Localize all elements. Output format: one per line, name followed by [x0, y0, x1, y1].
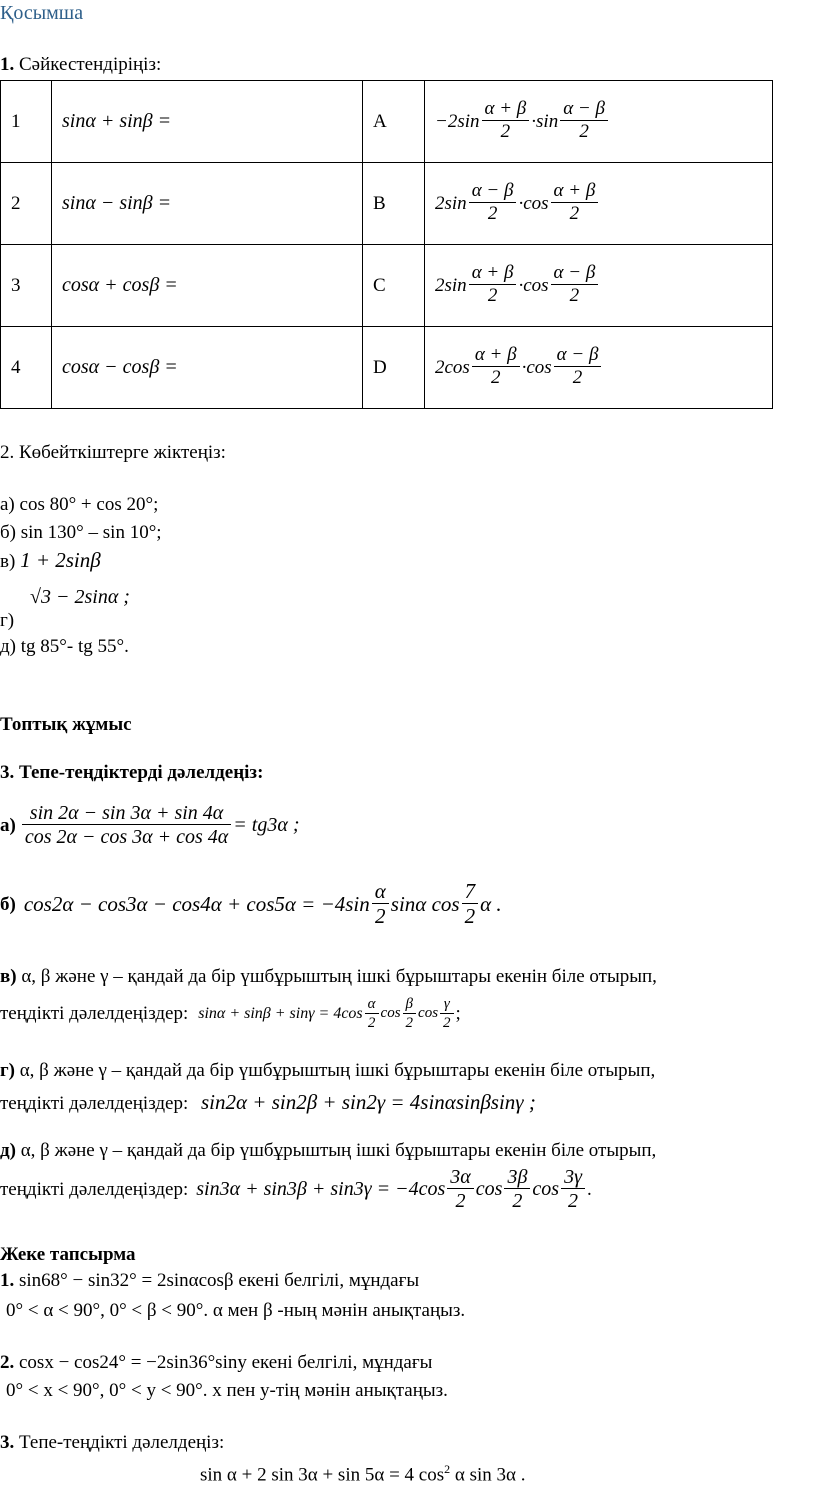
task3-g-expr: sin2α + sin2β + sin2γ = 4sinαsinβsinγ ; [201, 1090, 536, 1114]
task2-item-a: а) cos 80° + cos 20°; [0, 494, 159, 515]
task3-b-label: б) [0, 893, 16, 915]
row-right-frac1-den: 2 [487, 203, 498, 225]
individual-p3-exponent: 2 [444, 1462, 451, 1476]
task3-d-cos2: cos [532, 1178, 560, 1200]
task3-g-line2 [0, 1090, 536, 1115]
row-right-coef: 2sin [435, 192, 467, 214]
task2-item-b: б) sin 130° – sin 10°; [0, 522, 162, 543]
task3-g-label: г) [0, 1060, 15, 1081]
individual-p1-number: 1. [0, 1270, 15, 1291]
row-right-frac2 [560, 99, 608, 144]
task3-d-frac3 [561, 1166, 585, 1213]
task2-v-label: в) [0, 551, 16, 572]
task3-g-triangle-text: α, β және γ – қандай да бір үшбұрыштың ішкі бұрыштары екенін біле отырып, [19, 1060, 656, 1081]
task3-a-label: а) [0, 814, 16, 836]
task3-b-tail: α . [480, 892, 502, 917]
task3-d-frac1-num: 3α [447, 1166, 474, 1189]
row-right-frac1-num: α + β [469, 263, 517, 285]
row-left-expr: sinα − sinβ = [62, 192, 172, 214]
row-left-expr-cell [52, 163, 363, 245]
task3-b-frac1 [372, 880, 389, 929]
row-left-expr-cell [52, 327, 363, 409]
task3-d-frac3-num: 3γ [561, 1166, 585, 1189]
row-right-frac1-num: α − β [469, 181, 517, 203]
row-right-mid: ·sin [531, 110, 559, 132]
row-letter-cell [363, 327, 425, 409]
row-letter-cell [363, 81, 425, 163]
task2-g-expr: √3 − 2sinα ; [30, 586, 130, 608]
task3-d-line1 [0, 1140, 656, 1162]
task2-v-expr: 1 + 2sinβ [20, 548, 101, 572]
task3-b-frac2-den: 2 [464, 904, 476, 929]
task3-v-frac1-num: α [365, 996, 379, 1014]
task2-g-label: г) [0, 610, 15, 631]
task3-v-line1 [0, 966, 657, 988]
task3-d-prove-text: теңдікті дәлелдеңіздер: [0, 1178, 189, 1200]
row-letter: A [373, 110, 387, 132]
task1-number: 1. [0, 54, 15, 75]
row-right-mid: ·cos [518, 274, 549, 296]
row-number: 1 [11, 110, 21, 132]
row-number-cell [1, 327, 52, 409]
task2-item-v [0, 548, 101, 573]
task3-d-line2 [0, 1166, 592, 1213]
row-number-cell [1, 81, 52, 163]
row-right-frac2-num: α + β [551, 181, 599, 203]
task1-heading [0, 54, 161, 76]
row-letter-cell [363, 245, 425, 327]
task3-v-frac1 [365, 996, 379, 1032]
row-right-frac1 [469, 181, 517, 226]
task3-g-prove-text: теңдікті дәлелдеңіздер: [0, 1093, 189, 1114]
row-left-expr: sinα + sinβ = [62, 110, 172, 132]
task3-v-tail: ; [455, 1002, 461, 1024]
row-right-frac1-den: 2 [487, 285, 498, 307]
task3-d-frac3-den: 2 [568, 1190, 579, 1212]
task1-title: Сәйкестендіріңіз: [19, 54, 162, 75]
task3-b-mid: sinα cos [390, 892, 460, 917]
individual-p2-number: 2. [0, 1352, 15, 1373]
row-right-frac1-den: 2 [500, 121, 511, 143]
individual-p3-line1 [0, 1432, 224, 1454]
task3-d-frac2-den: 2 [512, 1190, 523, 1212]
row-right-frac2 [551, 263, 599, 308]
matching-table-row [1, 245, 773, 327]
row-right-expr-cell [425, 163, 773, 245]
task3-v-label: в) [0, 966, 17, 987]
task3-d-triangle-text: α, β және γ – қандай да бір үшбұрыштың ішкі бұрыштары екенін біле отырып, [20, 1140, 657, 1161]
group-work-title: Топтық жұмыс [0, 714, 132, 735]
row-right-frac1-num: α + β [482, 99, 530, 121]
row-right-expr-cell [425, 327, 773, 409]
task3-b-expr: cos2α − cos3α − cos4α + cos5α = −4sin [23, 892, 370, 917]
task3-v-cos1: cos [380, 1005, 401, 1022]
task3-v-frac3 [440, 996, 454, 1032]
row-right-frac2-num: α − β [560, 99, 608, 121]
row-right-frac1-den: 2 [490, 367, 501, 389]
row-right-expr-cell [425, 245, 773, 327]
individual-p3-expr-tail: α sin 3α . [450, 1464, 526, 1486]
row-left-expr-cell [52, 81, 363, 163]
task3-d-frac2-num: 3β [504, 1166, 530, 1189]
task3-d-cos1: cos [475, 1178, 503, 1200]
row-number-cell [1, 163, 52, 245]
page-header: Қосымша [0, 2, 84, 24]
task3-d-label: д) [0, 1140, 16, 1161]
row-right-frac2-den: 2 [579, 121, 589, 143]
individual-p2-line1 [0, 1352, 432, 1374]
task3-b-frac2-num: 7 [462, 880, 479, 904]
individual-title: Жеке тапсырма [0, 1244, 136, 1265]
row-right-frac2-num: α − β [554, 345, 602, 367]
task3-g-line1 [0, 1060, 655, 1082]
task3-a-fraction [22, 802, 231, 849]
row-right-expr-cell [425, 81, 773, 163]
task3-b-frac1-num: α [372, 880, 389, 904]
individual-p3-title: Тепе-теңдікті дәлелдеңіз: [19, 1432, 225, 1453]
row-right-frac1 [482, 99, 530, 144]
row-right-frac2-den: 2 [572, 367, 583, 389]
task3-v-triangle-text: α, β және γ – қандай да бір үшбұрыштың ішкі бұрыштары екенін біле отырып, [21, 966, 657, 987]
task3-v-cos2: cos [418, 1005, 439, 1022]
task3-v-frac1-den: 2 [367, 1014, 376, 1031]
row-letter: D [373, 356, 387, 378]
row-right-frac2-den: 2 [569, 285, 580, 307]
task3-d-frac2 [504, 1166, 530, 1213]
individual-p1-line2: 0° < α < 90°, 0° < β < 90°. α мен β -ның мәнін анықтаңыз. [6, 1300, 466, 1321]
row-right-frac2-den: 2 [569, 203, 580, 225]
row-left-expr: cosα − cosβ = [62, 356, 178, 378]
task3-v-prove-text: теңдікті дәлелдеңіздер: [0, 1002, 189, 1024]
task3-v-lhs: sinα + sinβ + sinγ = 4cos [198, 1004, 363, 1022]
task3-d-lhs: sin3α + sin3β + sin3γ = −4cos [196, 1178, 446, 1200]
task3-d-tail: . [586, 1178, 592, 1200]
row-right-frac2 [551, 181, 599, 226]
row-number: 3 [11, 274, 21, 296]
individual-p1-text1: sin68° − sin32° = 2sinαcosβ екені белгілі, мұндағы [19, 1270, 420, 1291]
row-right-frac1 [469, 263, 517, 308]
row-left-expr: cosα + cosβ = [62, 274, 178, 296]
task3-v-frac3-den: 2 [443, 1014, 451, 1031]
row-right-coef: 2cos [435, 356, 470, 378]
row-letter: C [373, 274, 386, 296]
individual-p1-line1 [0, 1270, 419, 1292]
task3-d-frac1-den: 2 [455, 1190, 466, 1212]
task3-a-rhs: = tg3α ; [233, 814, 300, 836]
row-right-coef: −2sin [435, 110, 480, 132]
task3-b-frac1-den: 2 [375, 904, 386, 929]
row-number-cell [1, 245, 52, 327]
individual-p3-expr [200, 1462, 525, 1486]
row-number: 4 [11, 356, 21, 378]
task3-v-line2 [0, 996, 461, 1032]
individual-p2-text1: cosx − cos24° = −2sin36°siny екені белгілі, мұндағы [19, 1352, 433, 1373]
matching-table [0, 80, 773, 409]
task2-title: 2. Көбейткіштерге жіктеңіз: [0, 442, 226, 463]
matching-table-row [1, 163, 773, 245]
row-letter: B [373, 192, 386, 214]
task3-d-frac1 [447, 1166, 474, 1213]
task3-v-frac2 [403, 996, 417, 1032]
task3-a [0, 802, 300, 849]
task3-b [0, 880, 502, 929]
task3-a-numerator: sin 2α − sin 3α + sin 4α [22, 802, 231, 825]
row-letter-cell [363, 163, 425, 245]
task3-b-frac2 [462, 880, 479, 929]
task2-item-d: д) tg 85°- tg 55°. [0, 636, 129, 657]
row-right-coef: 2sin [435, 274, 467, 296]
row-number: 2 [11, 192, 21, 214]
individual-p3-expr-main: sin α + 2 sin 3α + sin 5α = 4 cos [200, 1464, 445, 1486]
task3-a-denominator: cos 2α − cos 3α + cos 4α [24, 826, 229, 848]
individual-p3-number: 3. [0, 1432, 15, 1453]
task3-title: 3. Тепе-теңдіктерді дәлелдеңіз: [0, 762, 264, 783]
individual-p2-line2: 0° < x < 90°, 0° < y < 90°. x пен y-тің мәнін анықтаңыз. [6, 1380, 448, 1401]
row-right-frac2-num: α − β [551, 263, 599, 285]
task3-v-frac3-num: γ [440, 996, 454, 1014]
matching-table-row [1, 81, 773, 163]
task3-v-frac2-num: β [403, 996, 417, 1014]
row-right-mid: ·cos [521, 356, 552, 378]
row-right-frac1 [472, 345, 520, 390]
row-right-frac2 [554, 345, 602, 390]
task3-v-frac2-den: 2 [405, 1014, 414, 1031]
matching-table-row [1, 327, 773, 409]
row-left-expr-cell [52, 245, 363, 327]
row-right-mid: ·cos [518, 192, 549, 214]
row-right-frac1-num: α + β [472, 345, 520, 367]
